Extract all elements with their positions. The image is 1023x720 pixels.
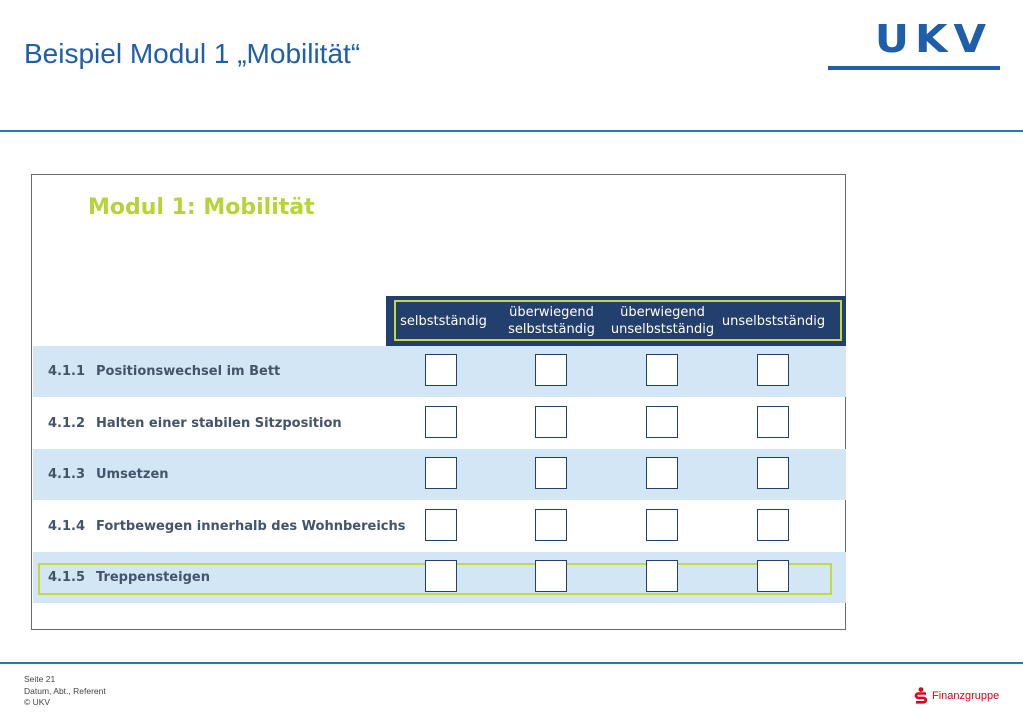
criteria-row — [33, 501, 846, 552]
sparkasse-s-icon — [914, 687, 928, 705]
rating-checkbox[interactable] — [757, 354, 789, 386]
rating-checkbox[interactable] — [646, 509, 678, 541]
column-header-ueberwiegend-selbststaendig: überwiegend selbstständig — [508, 305, 595, 337]
rating-checkbox[interactable] — [425, 509, 457, 541]
rating-checkbox[interactable] — [757, 509, 789, 541]
rating-checkbox[interactable] — [535, 560, 567, 592]
form-screenshot — [31, 174, 846, 630]
rating-checkbox[interactable] — [425, 560, 457, 592]
criteria-label: Umsetzen — [96, 467, 169, 483]
criteria-number: 4.1.3 — [48, 467, 86, 483]
form-title: Modul 1: Mobilität — [88, 195, 315, 220]
footer-info — [24, 674, 106, 709]
finanzgruppe-brand — [914, 686, 999, 706]
criteria-number: 4.1.1 — [48, 364, 86, 379]
criteria-row — [33, 552, 846, 603]
rating-checkbox[interactable] — [535, 406, 567, 438]
brand-name: Finanzgruppe — [932, 690, 1000, 702]
criteria-row — [33, 449, 846, 500]
footer-meta: Datum, Abt., Referent — [24, 685, 106, 696]
criteria-row — [33, 346, 846, 397]
column-header-ueberwiegend-unselbststaendig: überwiegend unselbstständig — [610, 305, 715, 337]
criteria-label: Fortbewegen innerhalb des Wohnbereichs — [96, 518, 406, 534]
rating-checkbox[interactable] — [535, 509, 567, 541]
footer-copyright: © UKV — [24, 697, 51, 707]
rating-checkbox[interactable] — [425, 406, 457, 438]
rating-checkbox[interactable] — [646, 560, 678, 592]
rating-checkbox[interactable] — [646, 457, 678, 489]
ukv-logo — [828, 16, 1000, 72]
rating-checkbox[interactable] — [757, 457, 789, 489]
footer-divider — [0, 662, 1023, 664]
column-header-selbststaendig: selbstständig — [400, 313, 487, 329]
rating-checkbox[interactable] — [425, 457, 457, 489]
rating-checkbox[interactable] — [646, 354, 678, 386]
slide-title: Beispiel Modul 1 „Mobilität“ — [24, 38, 361, 69]
criteria-label: Positionswechsel im Bett — [96, 364, 281, 379]
ukv-logo-text: UKV — [874, 16, 992, 62]
rating-checkbox[interactable] — [535, 354, 567, 386]
rating-checkbox[interactable] — [646, 406, 678, 438]
criteria-number: 4.1.5 — [48, 570, 86, 586]
criteria-number: 4.1.4 — [48, 518, 86, 534]
page-number: Seite 21 — [24, 674, 56, 684]
header-divider — [0, 130, 1023, 132]
criteria-number: 4.1.2 — [48, 415, 86, 431]
column-header-bar — [386, 296, 846, 346]
criteria-label: Halten einer stabilen Sitzposition — [96, 415, 342, 431]
criteria-label: Treppensteigen — [96, 570, 210, 586]
criteria-row — [33, 398, 846, 449]
ukv-logo-underline — [828, 66, 1000, 70]
column-header-unselbststaendig: unselbstständig — [721, 313, 826, 329]
rating-checkbox[interactable] — [757, 560, 789, 592]
rating-checkbox[interactable] — [757, 406, 789, 438]
rating-checkbox[interactable] — [425, 354, 457, 386]
rating-checkbox[interactable] — [535, 457, 567, 489]
